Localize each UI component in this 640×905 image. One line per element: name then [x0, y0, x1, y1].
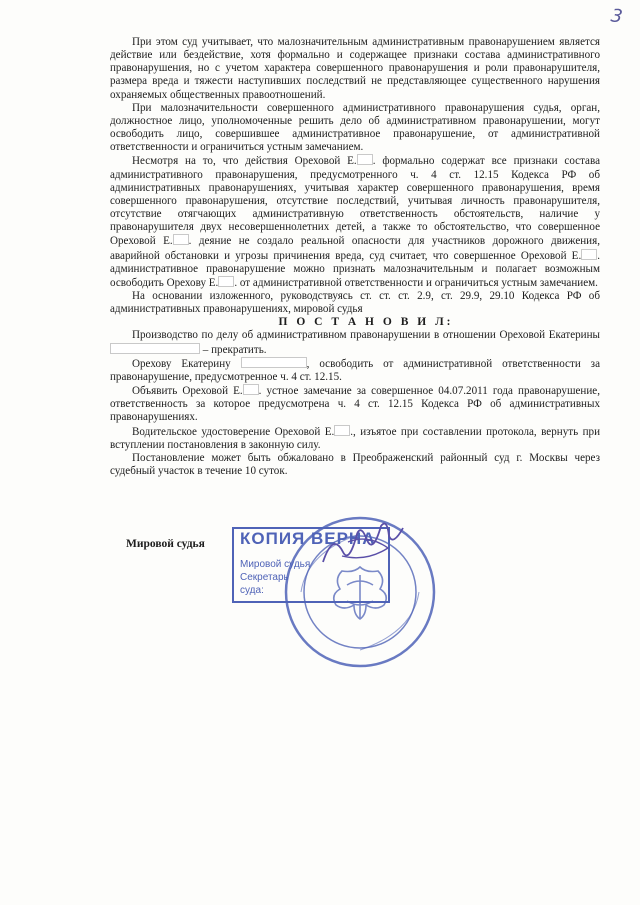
- decree-item-2: Орехову Екатерину , освободить от административной ответственности за правонарушение, предусмотренное ч. 4 ст. 12.15.: [110, 357, 600, 383]
- decree-heading: П О С Т А Н О В И Л:: [278, 316, 454, 329]
- redaction: [110, 343, 200, 354]
- redaction: [334, 425, 350, 436]
- stamp-title: КОПИЯ ВЕРНА: [240, 529, 376, 548]
- redaction: [218, 276, 234, 287]
- paragraph-4: На основании изложенного, руководствуясь ст. ст. ст. 2.9, ст. 29.9, 29.10 Кодекса РФ об административных правонарушениях, мировой судья: [110, 289, 600, 316]
- decree-item-3: Объявить Ореховой Е. . устное замечание за совершенное 04.07.2011 года правонарушение, ответственность за которое предусмотрена ч. 4 ст. 12.15 Кодекса РФ об административных правонарушениях.: [110, 385, 600, 424]
- redaction: [581, 249, 597, 260]
- page-number: 3: [609, 5, 624, 28]
- paragraph-3: Несмотря на то, что действия Ореховой Е. . формально содержат все признаки состава административного правонарушения, предусмотренного ч. 4 ст. 12.15 Кодекса РФ об административных правонарушениях, учитывая характер совершенного правонарушения, время совершенного правонарушения, отсутствие последствий, учитывая личность правонарушителя, отсутствие отягчающих административную ответственность обстоятельств, наличие у правонарушителя двух несовершеннолетних детей, а также то обстоятельство, что совершенное Ореховой Е. . деяние не создало реальной опасности для участников дорожного движения, аварийной обстановки и угрозы причинения вреда, суд считает, что совершенное Ореховой Е. . административное правонарушение можно признать малозначительным и полагает возможным освободить Орехову Е. . от административной ответственности и ограничиться устным замечанием.: [110, 155, 600, 289]
- decree-item-1: Производство по делу об административном правонарушении в отношении Ореховой Екатерины – прекратить.: [110, 329, 600, 356]
- redaction: [243, 384, 259, 395]
- document-body: [110, 36, 600, 478]
- signature-label: Мировой судья: [126, 538, 205, 550]
- decree-item-5: Постановление может быть обжаловано в Преображенский районный суд г. Москвы через судебный участок в течение 10 суток.: [110, 451, 600, 477]
- paragraph-1: При этом суд учитывает, что малозначительным административным правонарушением является действие или бездействие, хотя формально и содержащее признаки состава административного правонарушения, но с учетом характера совершенного правонарушения и роли правонарушителя, размера вреда и тяжести наступивших последствий не представляющее существенного нарушения охраняемых общественных правоотношений.: [110, 36, 600, 101]
- redaction: [241, 357, 307, 368]
- redaction: [357, 154, 373, 165]
- stamp-line-court: суда:: [240, 585, 264, 596]
- paragraph-2: При малозначительности совершенного административного правонарушения судья, орган, должностное лицо, уполномоченные решить дело об административном правонарушении, могут освободить лицо, совершившее административное правонарушение, от административной ответственности и ограничиться устным замечанием.: [110, 101, 600, 154]
- stamp-line-secretary: Секретарь: [240, 572, 289, 583]
- signature-icon: [318, 522, 408, 572]
- stamp-line-judge: Мировой судья: [240, 559, 311, 570]
- decree-item-4: Водительское удостоверение Ореховой Е. ., изъятое при составлении протокола, вернуть при вступлении постановления в законную силу.: [110, 425, 600, 451]
- redaction: [173, 234, 189, 245]
